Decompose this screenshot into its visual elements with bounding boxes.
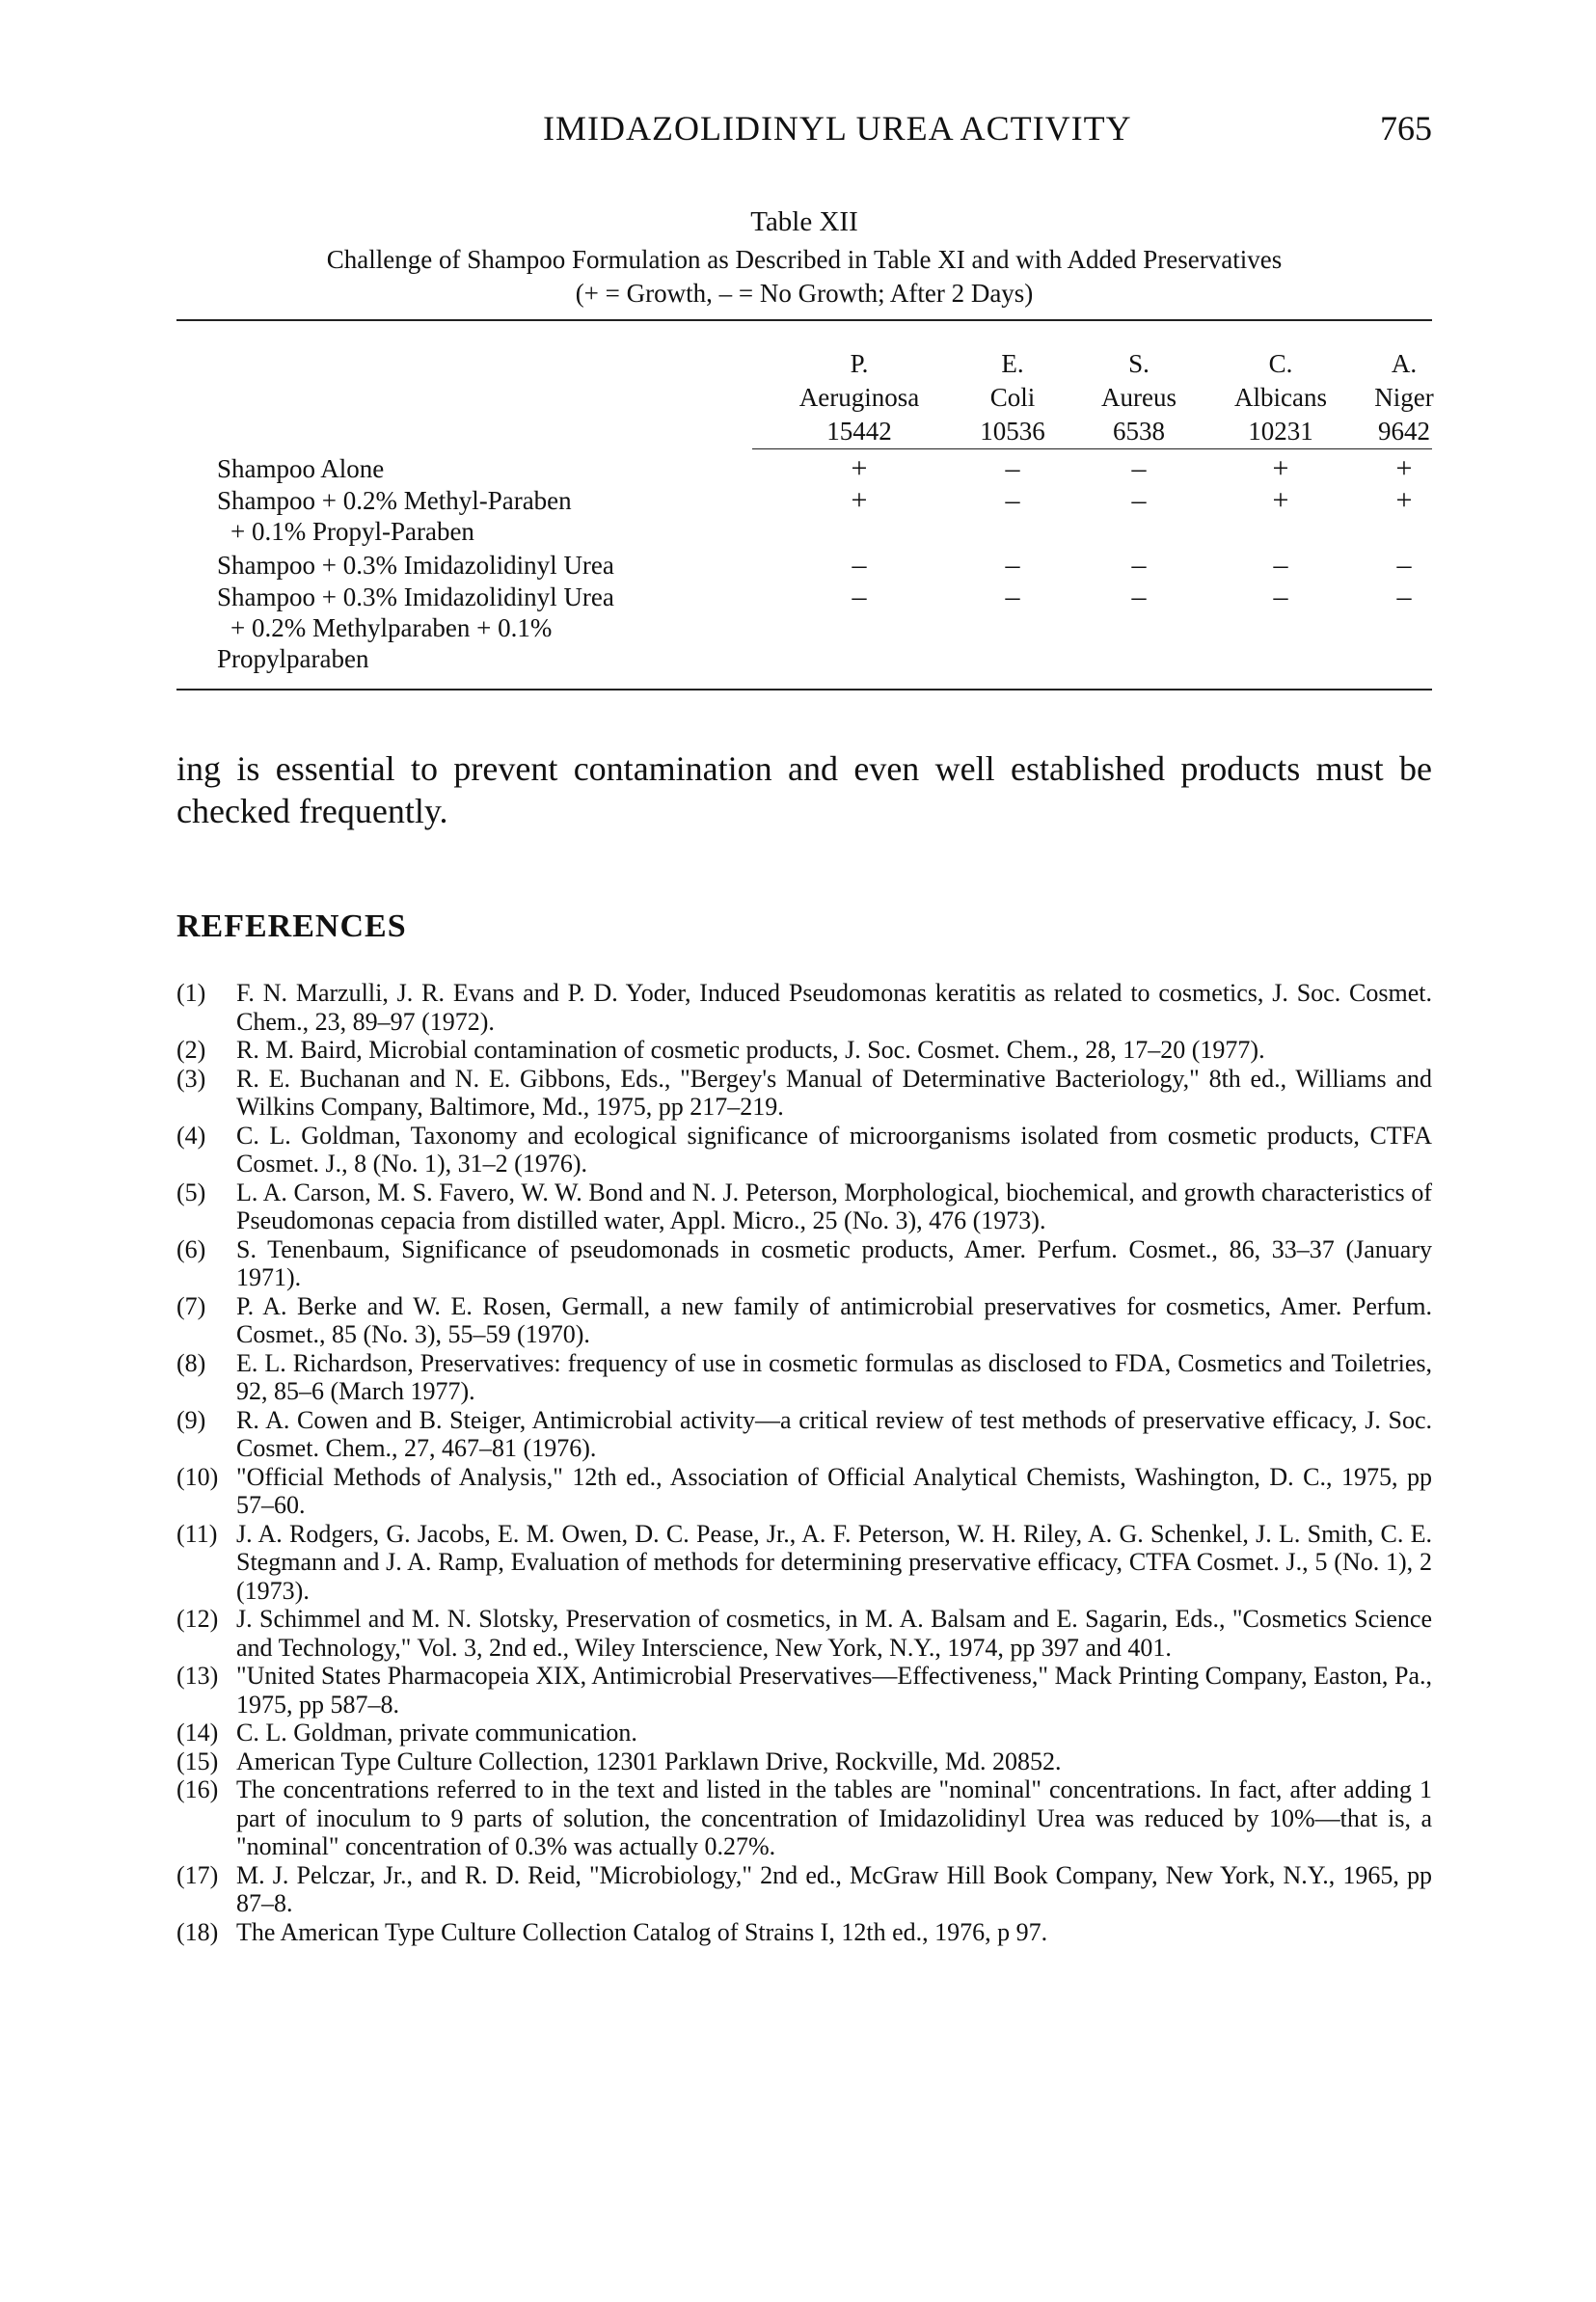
reference-text: L. A. Carson, M. S. Favero, W. W. Bond and N. J. Peterson, Morphological, biochemical, and growth characteristics of Pseudomonas cepacia from distilled water, Appl. Micro., 25 (No. 3), 476 (1973).: [236, 1178, 1432, 1234]
row-label-continuation: + 0.2% Methylparaben + 0.1%: [230, 613, 553, 642]
page-number: 765: [1380, 109, 1432, 148]
column-header-line: S.: [1128, 349, 1150, 378]
row-label-text: Shampoo + 0.3% Imidazolidinyl Urea: [217, 582, 614, 611]
reference-text: R. A. Cowen and B. Steiger, Antimicrobial activity—a critical review of test methods of preservative efficacy, J. Soc. Cosmet. Chem., 27, 467–81 (1976).: [236, 1405, 1432, 1462]
table-cell-mark: –: [852, 549, 867, 581]
reference-text: J. Schimmel and M. N. Slotsky, Preservation of cosmetics, in M. A. Balsam and E. Sagarin, Eds., "Cosmetics Science and Technology," Vol. 3, 2nd ed., Wiley Interscience, New York, N.Y., 1974, pp 397 and 401.: [236, 1605, 1432, 1662]
reference-item: [176, 1065, 1432, 1122]
column-header: [1327, 347, 1481, 448]
column-header-line: 15442: [826, 417, 892, 446]
reference-number: (13): [176, 1662, 219, 1690]
reference-number: (3): [176, 1064, 206, 1093]
column-header-line: 6538: [1113, 417, 1165, 446]
table-cell-mark: +: [1395, 452, 1413, 484]
table-cell-mark: –: [1005, 549, 1020, 581]
column-header: [782, 347, 936, 448]
table-title: Table XII: [750, 206, 858, 237]
reference-item: [176, 1463, 1432, 1520]
reference-item: [176, 1178, 1432, 1235]
column-header-line: Aeruginosa: [798, 383, 920, 412]
table-caption: [176, 243, 1432, 311]
row-label-continuation: + 0.1% Propyl-Paraben: [230, 517, 474, 546]
table-cell-mark: –: [1273, 549, 1288, 581]
running-title: IMIDAZOLIDINYL UREA ACTIVITY: [543, 109, 1132, 148]
row-label-text: Shampoo + 0.3% Imidazolidinyl Urea: [217, 551, 614, 580]
reference-item: [176, 1605, 1432, 1662]
reference-text: C. L. Goldman, private communication.: [236, 1719, 637, 1747]
table-caption-line2: (+ = Growth, – = No Growth; After 2 Days): [575, 279, 1034, 308]
table-cell-mark: +: [1272, 484, 1289, 516]
reference-text: F. N. Marzulli, J. R. Evans and P. D. Yoder, Induced Pseudomonas keratitis as related to cosmetics, J. Soc. Cosmet. Chem., 23, 89–97 (1972).: [236, 979, 1432, 1036]
reference-text: P. A. Berke and W. E. Rosen, Germall, a new family of antimicrobial preservatives for cosmetics, Amer. Perfum. Cosmet., 85 (No. 3), 55–59 (1970).: [236, 1291, 1432, 1348]
reference-text: "United States Pharmacopeia XIX, Antimicrobial Preservatives—Effectiveness," Mack Printing Company, Easton, Pa., 1975, pp 587–8.: [236, 1662, 1432, 1719]
column-header-line: Aureus: [1101, 383, 1177, 412]
reference-item: [176, 1662, 1432, 1719]
reference-item: [176, 1292, 1432, 1349]
reference-number: (2): [176, 1036, 206, 1064]
table-cell-mark: –: [1131, 581, 1147, 612]
reference-text: The American Type Culture Collection Catalog of Strains I, 12th ed., 1976, p 97.: [236, 1917, 1048, 1946]
reference-text: "Official Methods of Analysis," 12th ed., Association of Official Analytical Chemists, Washington, D. C., 1975, pp 57–60.: [236, 1462, 1432, 1519]
reference-number: (1): [176, 979, 206, 1007]
reference-text: C. L. Goldman, Taxonomy and ecological significance of microorganisms isolated from cosmetic products, CTFA Cosmet. J., 8 (No. 1), 31–2 (1976).: [236, 1121, 1432, 1178]
reference-item: [176, 1406, 1432, 1463]
column-header-line: P.: [850, 349, 869, 378]
column-header-line: A.: [1391, 349, 1418, 378]
table-bottom-rule: [176, 689, 1432, 691]
running-header: [176, 108, 1432, 156]
reference-number: (4): [176, 1121, 206, 1150]
table-top-rule: [176, 319, 1432, 321]
reference-text: E. L. Richardson, Preservatives: frequency of use in cosmetic formulas as disclosed to FDA, Cosmetics and Toiletries, 92, 85–6 (March 1977).: [236, 1348, 1432, 1405]
column-header-line: Coli: [989, 383, 1036, 412]
table-cell-mark: –: [1005, 581, 1020, 612]
table-cell-mark: –: [1131, 452, 1147, 484]
table-cell-mark: –: [1005, 484, 1020, 516]
column-header-line: Albicans: [1234, 383, 1327, 412]
column-header-line: 10536: [980, 417, 1045, 446]
reference-item: [176, 1122, 1432, 1178]
reference-item: [176, 979, 1432, 1036]
reference-item: [176, 1036, 1432, 1065]
reference-number: (7): [176, 1291, 206, 1320]
column-header-line: Niger: [1374, 383, 1434, 412]
reference-item: [176, 1918, 1432, 1947]
reference-number: (18): [176, 1917, 219, 1946]
table-cell-mark: –: [1396, 581, 1412, 612]
table-cell-mark: +: [851, 452, 868, 484]
reference-item: [176, 1235, 1432, 1292]
reference-number: (16): [176, 1775, 219, 1803]
row-label-text: Shampoo + 0.2% Methyl-Paraben: [217, 486, 572, 515]
column-header-line: C.: [1268, 349, 1293, 378]
reference-list: [176, 979, 1432, 1946]
reference-text: The concentrations referred to in the text and listed in the tables are "nominal" concentrations. In fact, after adding 1 part of inoculum to 9 parts of solution, the concentration of Imidazolidinyl Urea was reduced by 10%—that is, a "nominal" concentration of 0.3% was actually 0.27%.: [236, 1775, 1432, 1860]
reference-text: R. E. Buchanan and N. E. Gibbons, Eds., "Bergey's Manual of Determinative Bacteriology," 8th ed., Williams and Wilkins Company, Baltimore, Md., 1975, pp 217–219.: [236, 1064, 1432, 1121]
reference-number: (5): [176, 1178, 206, 1206]
row-label-continuation: Propylparaben: [217, 644, 369, 673]
table-cell-mark: –: [1005, 452, 1020, 484]
reference-item: [176, 1349, 1432, 1406]
table-cell-mark: +: [851, 484, 868, 516]
reference-text: J. A. Rodgers, G. Jacobs, E. M. Owen, D. C. Pease, Jr., A. F. Peterson, W. H. Riley, A. G. Schenkel, J. L. Smith, C. E. Stegmann and J. A. Ramp, Evaluation of methods for determining preservative efficacy, CTFA Cosmet. J., 5 (No. 1), 2 (1973).: [236, 1519, 1432, 1605]
column-header-line: E.: [1001, 349, 1024, 378]
reference-item: [176, 1520, 1432, 1606]
table-cell-mark: +: [1395, 484, 1413, 516]
reference-item: [176, 1719, 1432, 1747]
table-cell-mark: –: [852, 581, 867, 612]
reference-number: (17): [176, 1860, 219, 1889]
column-header-line: 10231: [1248, 417, 1313, 446]
reference-item: [176, 1775, 1432, 1861]
reference-number: (12): [176, 1605, 219, 1633]
reference-number: (15): [176, 1747, 219, 1775]
column-header-line: 9642: [1378, 417, 1430, 446]
table-cell-mark: –: [1131, 484, 1147, 516]
reference-text: American Type Culture Collection, 12301 Parklawn Drive, Rockville, Md. 20852.: [236, 1747, 1062, 1775]
table-cell-mark: –: [1396, 549, 1412, 581]
reference-number: (10): [176, 1462, 219, 1491]
reference-number: (9): [176, 1405, 206, 1434]
table-cell-mark: –: [1273, 581, 1288, 612]
reference-number: (14): [176, 1719, 219, 1747]
reference-text: M. J. Pelczar, Jr., and R. D. Reid, "Microbiology," 2nd ed., McGraw Hill Book Company, New York, N.Y., 1965, pp 87–8.: [236, 1860, 1432, 1917]
column-header-rule: [752, 448, 1432, 449]
table-row-label: [217, 582, 699, 674]
table-cell-mark: –: [1131, 549, 1147, 581]
reference-number: (11): [176, 1519, 218, 1548]
reference-text: R. M. Baird, Microbial contamination of cosmetic products, J. Soc. Cosmet. Chem., 28, 17–20 (1977).: [236, 1036, 1265, 1064]
table-row-label: [217, 550, 699, 581]
table-cell-mark: +: [1272, 452, 1289, 484]
reference-text: S. Tenenbaum, Significance of pseudomonads in cosmetic products, Amer. Perfum. Cosmet., 86, 33–37 (January 1971).: [236, 1234, 1432, 1291]
reference-item: [176, 1747, 1432, 1776]
table-row-label: [217, 485, 699, 547]
reference-number: (8): [176, 1348, 206, 1377]
reference-number: (6): [176, 1234, 206, 1263]
reference-item: [176, 1861, 1432, 1918]
row-label-text: Shampoo Alone: [217, 454, 385, 483]
body-paragraph: ing is essential to prevent contamination and even well established products must be checked frequently.: [176, 749, 1432, 830]
column-header: [1062, 347, 1216, 448]
references-heading: REFERENCES: [176, 908, 407, 944]
table-caption-line1: Challenge of Shampoo Formulation as Described in Table XI and with Added Preservatives: [326, 245, 1283, 274]
table-row-label: [217, 453, 699, 484]
